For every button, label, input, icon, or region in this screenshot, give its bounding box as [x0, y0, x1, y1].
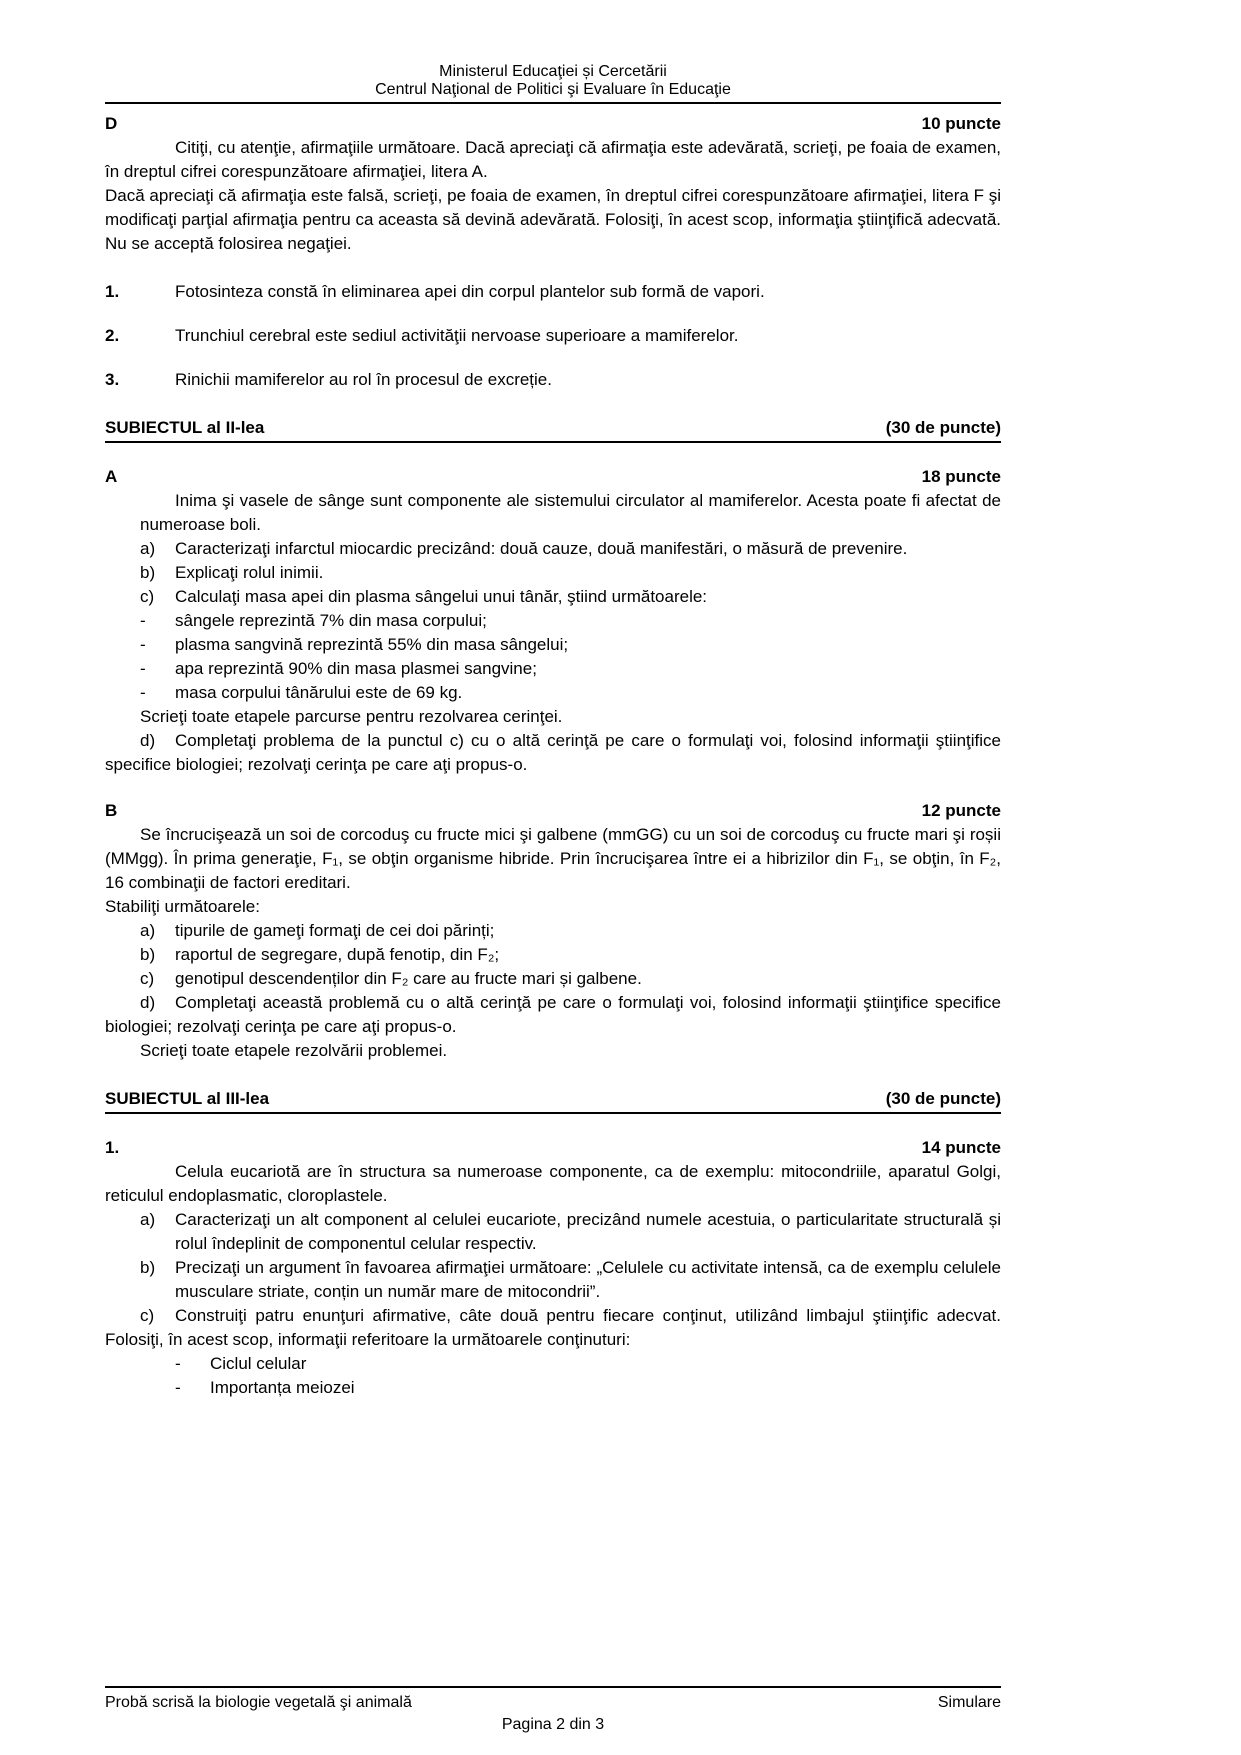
subject-2-heading — [105, 416, 1001, 443]
subject-2-points: (30 de puncte) — [885, 418, 1001, 437]
part-a-fact-1-text: sângele reprezintă 7% din masa corpului; — [175, 611, 487, 630]
statement-1-text: Fotosinteza constă în eliminarea apei din corpul plantelor sub formă de vapori. — [175, 282, 765, 301]
statement-3-text: Rinichii mamiferelor au rol în procesul de excreție. — [175, 370, 552, 389]
part-b-item-a — [105, 919, 1001, 943]
subject-2-title: SUBIECTUL al II-lea — [105, 418, 265, 437]
part-a-points: 18 puncte — [921, 467, 1001, 486]
question-1-item-b-marker: b) — [140, 1258, 156, 1277]
part-a-fact-2 — [105, 633, 1001, 657]
statement-3 — [105, 368, 1001, 392]
part-a-fact-3-dash: - — [140, 659, 146, 678]
part-a-intro: Inima şi vasele de sânge sunt componente ale sistemului circulator al mamiferelor. Acesta poate fi afectat de numeroase boli. — [140, 491, 1001, 534]
part-a-item-c — [105, 585, 1001, 609]
footer-exam-type: Probă scrisă la biologie vegetală şi animală — [105, 1694, 412, 1711]
footer-session: Simulare — [937, 1694, 1001, 1711]
question-1-item-a-marker: a) — [140, 1210, 156, 1229]
question-1-topic-1-text: Ciclul celular — [210, 1354, 307, 1373]
part-a-item-a — [105, 537, 1001, 561]
part-b-points: 12 puncte — [921, 801, 1001, 820]
part-a-fact-4 — [105, 681, 1001, 705]
part-a-item-c-text: Calculaţi masa apei din plasma sângelui unui tânăr, ştiind următoarele: — [175, 587, 708, 606]
part-a-fact-3 — [105, 657, 1001, 681]
part-a-item-b — [105, 561, 1001, 585]
question-1-topic-2 — [105, 1376, 1001, 1400]
part-b-label: B — [105, 801, 118, 820]
part-a-item-d-text: Completaţi problema de la punctul c) cu o altă cerinţă pe care o formulaţi voi, folosind informaţii ştiinţifice specifice biologiei; rezolvaţi cerinţa pe care aţi propus-o. — [105, 731, 1001, 774]
part-a-item-a-text: Caracterizaţi infarctul miocardic precizând: două cauze, două manifestări, o măsură de prevenire. — [175, 539, 908, 558]
part-b-item-a-marker: a) — [140, 921, 156, 940]
part-d-intro-paragraph-2: Dacă apreciaţi că afirmaţia este falsă, scrieţi, pe foaia de examen, în dreptul cifrei corespunzătoare afirmaţiei, litera F şi modificaţi parţial afirmaţia pentru ca aceasta să devină adevărată. Folosiţi, în acest scop, informaţia ştiinţifică adecvată. Nu se acceptă folosirea negaţiei. — [105, 186, 1001, 253]
question-1-label: 1. — [105, 1138, 120, 1157]
footer-row — [105, 1692, 1001, 1714]
question-1-item-c-marker: c) — [140, 1306, 155, 1325]
part-a-fact-3-text: apa reprezintă 90% din masa plasmei sangvine; — [175, 659, 537, 678]
ministry-name: Ministerul Educaţiei și Cercetării — [439, 63, 667, 80]
part-a-item-d-marker: d) — [140, 731, 156, 750]
part-b-item-c-text: genotipul descendenților din F₂ care au fructe mari și galbene. — [175, 969, 642, 988]
question-1-topic-1 — [105, 1352, 1001, 1376]
part-a-note: Scrieţi toate etapele parcurse pentru rezolvarea cerinţei. — [140, 707, 563, 726]
document-header — [105, 63, 1001, 104]
part-b-note: Scrieţi toate etapele rezolvării problemei. — [140, 1041, 448, 1060]
question-1-intro: Celula eucariotă are în structura sa numeroase componente, ca de exemplu: mitocondriile, aparatul Golgi, reticulul endoplasmatic, cloroplastele. — [105, 1162, 1001, 1205]
footer-page-number: Pagina 2 din 3 — [501, 1716, 605, 1733]
part-a-label: A — [105, 467, 118, 486]
question-1-item-a-text: Caracterizaţi un alt component al celulei eucariote, precizând numele acestuia, o particularitate structurală și rolul îndeplinit de componentul celular respectiv. — [175, 1210, 1001, 1253]
part-a-item-c-marker: c) — [140, 587, 155, 606]
question-1-item-c — [105, 1304, 1001, 1352]
statements-list — [105, 280, 1001, 392]
subject-2-part-a-heading — [105, 465, 1001, 489]
statement-3-number: 3. — [105, 370, 120, 389]
part-a-item-b-marker: b) — [140, 563, 156, 582]
statement-2-text: Trunchiul cerebral este sediul activităţii nervoase superioare a mamiferelor. — [175, 326, 739, 345]
part-b-item-a-text: tipurile de gameţi formaţi de cei doi părinți; — [175, 921, 495, 940]
document-footer — [105, 1686, 1001, 1736]
statement-1-number: 1. — [105, 282, 120, 301]
question-1-topic-2-text: Importanța meiozei — [210, 1378, 355, 1397]
statement-2 — [105, 324, 1001, 348]
part-a-fact-2-text: plasma sangvină reprezintă 55% din masa sângelui; — [175, 635, 569, 654]
part-d-heading — [105, 112, 1001, 136]
statement-1 — [105, 280, 1001, 304]
part-b-item-d-text: Completaţi această problemă cu o altă cerinţă pe care o formulaţi voi, folosind informaţii ştiinţifice specifice biologiei; rezolvaţi cerinţa pe care aţi propus-o. — [105, 993, 1001, 1036]
part-b-item-c-marker: c) — [140, 969, 155, 988]
question-1-topic-1-dash: - — [175, 1354, 181, 1373]
subject-2-part-b-heading — [105, 799, 1001, 823]
part-b-intro: Se încrucişează un soi de corcoduş cu fructe mici şi galbene (mmGG) cu un soi de corcoduş cu fructe mari şi roșii (MMgg). În prima generaţie, F₁, se obţin organisme hibride. Prin încrucişarea între ei a hibrizilor din F₁, se obţin, în F₂, 16 combinaţii de factori ereditari. — [105, 825, 1001, 892]
part-b-item-b-text: raportul de segregare, după fenotip, din F₂; — [175, 945, 500, 964]
question-1-item-a — [105, 1208, 1001, 1256]
question-1-topic-2-dash: - — [175, 1378, 181, 1397]
part-b-item-d-marker: d) — [140, 993, 156, 1012]
question-1-item-b-text: Precizaţi un argument în favoarea afirmaţiei următoare: „Celulele cu activitate intensă, ca de exemplu celulele musculare striate, conțin un număr mare de mitocondrii”. — [175, 1258, 1001, 1301]
center-name: Centrul Naţional de Politici şi Evaluare în Educaţie — [375, 81, 731, 98]
subject-3-title: SUBIECTUL al III-lea — [105, 1089, 270, 1108]
part-d-label: D — [105, 114, 118, 133]
part-a-fact-1-dash: - — [140, 611, 146, 630]
question-1-item-c-text: Construiţi patru enunţuri afirmative, câte două pentru fiecare conţinut, utilizând limbajul ştiinţific adecvat. Folosiţi, în acest scop, informaţii referitoare la următoarele conţinuturi: — [105, 1306, 1001, 1349]
question-1-points: 14 puncte — [921, 1138, 1001, 1157]
part-b-task-intro: Stabiliţi următoarele: — [105, 897, 260, 916]
part-a-fact-4-dash: - — [140, 683, 146, 702]
part-a-fact-4-text: masa corpului tânărului este de 69 kg. — [175, 683, 463, 702]
part-a-item-b-text: Explicaţi rolul inimii. — [175, 563, 324, 582]
part-b-item-b — [105, 943, 1001, 967]
part-a-item-a-marker: a) — [140, 539, 156, 558]
part-a-fact-2-dash: - — [140, 635, 146, 654]
part-b-item-d — [105, 991, 1001, 1039]
part-d-points: 10 puncte — [921, 114, 1001, 133]
subject-3-points: (30 de puncte) — [885, 1089, 1001, 1108]
subject-3-question-1-heading — [105, 1136, 1001, 1160]
subject-3-heading — [105, 1087, 1001, 1114]
statement-2-number: 2. — [105, 326, 120, 345]
question-1-item-b — [105, 1256, 1001, 1304]
part-a-fact-1 — [105, 609, 1001, 633]
part-a-item-d — [105, 729, 1001, 777]
part-b-item-b-marker: b) — [140, 945, 156, 964]
part-b-item-c — [105, 967, 1001, 991]
part-d-intro-paragraph-1: Citiţi, cu atenţie, afirmaţiile următoare. Dacă apreciaţi că afirmaţia este adevărată, scrieţi, pe foaia de examen, în dreptul cifrei corespunzătoare afirmaţiei, litera A. — [105, 138, 1001, 181]
